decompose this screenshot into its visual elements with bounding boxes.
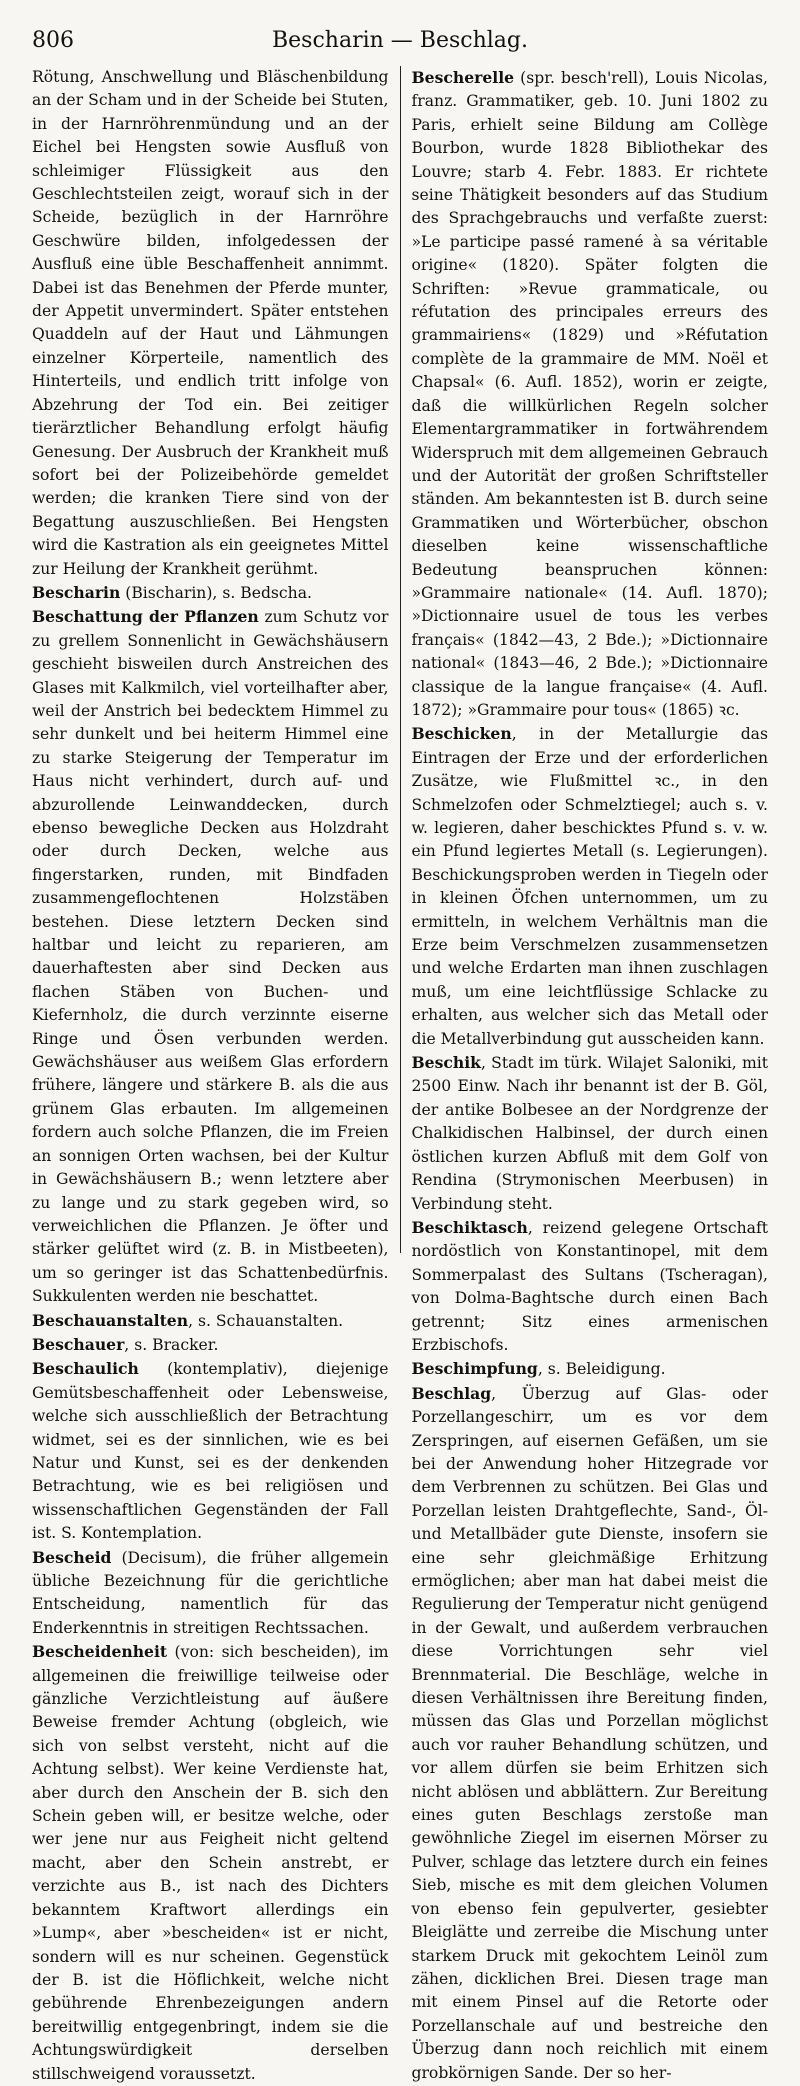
entry-text: , in der Metallurgie das Eintragen der Erze und der erforderlichen Zusätze, wie Flußmittel ꝛc., in den Schmelzofen oder Schmelztiegel; auch s. v. w. legieren, daher beschicktes Pfund s. v. w. ein Pfund legiertes Metall (s. Legierungen). Beschickungsproben werden in Tiegeln oder in kleinen Öfchen unternommen, um zu ermitteln, in welchem Verhältnis man die Erze beim Verschmelzen zusammensetzen und welche Erdarten man ihnen zuschlagen muß, um eine leichtflüssige Schlacke zu erhalten, aus welcher sich das Metall oder die Metallverbindung gut ausscheiden kann.	[411, 725, 768, 1048]
entry-text: (spr. besch'rell), Louis Nicolas, franz. Grammatiker, geb. 10. Juni 1802 zu Paris, erhielt seine Bildung am Collège Bourbon, wurde 1828 Bibliothekar des Louvre; starb 4. Febr. 1883. Er richtete seine Thätigkeit besonders auf das Studium des Sprachgebrauchs und verfaßte zuerst: »Le participe passé ramené à sa véritable origine« (1820). Später folgten die Schriften: »Revue grammaticale, ou réfutation des principales erreurs des grammairiens« (1829) und »Réfutation complète de la grammaire de MM. Noël et Chapsal« (6. Aufl. 1852), worin er zeigte, daß die willkürlichen Regeln solcher Elementargrammatiker in fortwährendem Widerspruch mit dem allgemeinen Gebrauch und der Autorität der großen Schriftsteller ständen. Am bekanntesten ist B. durch seine Grammatiken und Wörterbücher, obschon dieselben keine wissenschaftliche Bedeutung beanspruchen können: »Grammaire nationale« (14. Aufl. 1870); »Dictionnaire usuel de tous les verbes français« (1842—43, 2 Bde.); »Dictionnaire national« (1843—46, 2 Bde.); »Dictionnaire classique de la langue française« (4. Aufl. 1872); »Grammaire pour tous« (1865) ꝛc.	[411, 69, 768, 719]
entry-text: (Bischarin), s. Bedscha.	[120, 583, 312, 602]
entry-text: , reizend gelegene Ortschaft nordöstlich von Konstantinopel, mit dem Sommerpalast des Sultans (Tscheragan), von Dolma-Baghtsche durch einen Bach getrennt; Sitz eines armenischen Erzbischofs.	[411, 1218, 768, 1354]
entry-text: , s. Bracker.	[124, 1335, 219, 1354]
entry-headword: Beschaulich	[32, 1359, 139, 1379]
entry-headword: Beschauanstalten	[32, 1310, 189, 1330]
dictionary-entry	[32, 1357, 389, 1545]
dictionary-entry	[32, 1333, 389, 1357]
entry-headword: Beschiktasch	[411, 1217, 528, 1237]
dictionary-entry	[32, 1546, 389, 1641]
dictionary-entry	[412, 722, 769, 1051]
entry-text: (von: sich bescheiden), im allgemeinen die freiwillige teilweise oder gänzliche Verzichtleistung auf äußere Beweise fremder Achtung (obgleich, wie sich von selbst versteht, nicht auf die Achtung selbst). Wer keine Verdienste hat, aber durch den Anschein der B. sich den Schein geben will, er besitze welche, oder wer jene nur aus Feigheit nicht geltend macht, aber den Schein anstrebt, er verzichte aus B., ist nach des Dichters bekanntem Kraftwort allerdings ein »Lump«, aber »bescheiden« ist er nicht, sondern will es nur scheinen. Gegenstück der B. ist die Höflichkeit, welche nicht gebührende Ehrenbezeigungen andern bereitwillig entgegenbringt, indem sie die Achtungswürdigkeit derselben stillschweigend voraussetzt.	[32, 1643, 389, 2083]
dictionary-entry	[412, 1051, 769, 1216]
left-column	[32, 66, 389, 2083]
entry-text: , s. Beleidigung.	[537, 1360, 666, 1379]
entry-text: zum Schutz vor zu grellem Sonnenlicht in Gewächshäusern geschieht bisweilen durch Anstreichen des Glases mit Kalkmilch, viel vorteilhafter aber, weil der Anstrich bei bedecktem Himmel zu sehr dunkelt und bei heiterm Himmel eine zu starke Steigerung der Temperatur im Haus nicht verhindert, durch auf- und abzurollende Leinwanddecken, durch ebenso bewegliche Decken aus Holzdraht oder durch Decken, welche aus fingerstarken, runden, mit Bindfaden zusammengeflochtenen Holzstäben bestehen. Diese letztern Decken sind haltbar und leicht zu reparieren, am dauerhaftesten aber sind Decken aus flachen Stäben von Buchen- und Kiefernholz, die durch verzinnte eiserne Ringe und Ösen verbunden werden. Gewächshäuser aus weißem Glas erfordern frühere, längere und stärkere B. als die aus grünem Glas erbauten. Im allgemeinen fordern auch solche Pflanzen, die im Freien an sonnigen Orten wachsen, bei der Kultur in Gewächshäusern B.; wenn letztere aber zu lange und zu stark gegeben wird, so verweichlichen die Pflanzen. Je öfter und stärker gelüftet wird (z. B. in Mistbeeten), um so geringer ist das Schattenbedürfnis. Sukkulenten werden nie beschattet.	[32, 608, 389, 1306]
entry-text: (kontemplativ), diejenige Gemütsbeschaffenheit oder Lebensweise, welche sich ausschließlich der Betrachtung widmet, sei es der sinnlichen, wie es bei Natur und Kunst, sei es der denkenden Betrachtung, wie es bei religiösen und wissenschaftlichen Gegenständen der Fall ist. S. Kontemplation.	[32, 1360, 389, 1543]
dictionary-entry	[32, 1309, 389, 1333]
entry-text: , Überzug auf Glas- oder Porzellangeschirr, um es vor dem Zerspringen, auf eisernen Gefäßen, um sie bei der Anwendung hoher Hitzegrade vor dem Verbrennen zu schützen. Bei Glas und Porzellan leisten Drahtgeflechte, Sand-, Öl- und Metallbäder gute Dienste, insofern sie eine sehr gleichmäßige Erhitzung ermöglichen; aber man hat dabei meist die Regulierung der Temperatur nicht genügend in der Gewalt, und außerdem verbrauchen diese Vorrichtungen sehr viel Brennmaterial. Die Beschläge, welche in diesen Verhältnissen ihre Bereitung finden, müssen das Glas und Porzellan möglichst auch vor rauher Behandlung schützen, und vor allem dürfen sie beim Erhitzen sich nicht ablösen und abblättern. Zur Bereitung eines guten Beschlags zerstoße man gewöhnliche Ziegel im eisernen Mörser zu Pulver, schlage das letztere durch ein feines Sieb, mische es mit dem gleichen Volumen von ebenso fein gepulverter, gesiebter Bleiglätte und zerreibe die Mischung unter starkem Druck mit gekochtem Leinöl zum zähen, dicklichen Brei. Diesen trage man mit einem Pinsel auf die Retorte oder Porzellanschale auf und bestreiche den Überzug dann noch reichlich mit einem grobkörnigen Sande. Der so her-	[411, 1384, 768, 2082]
entry-text: Rötung, Anschwellung und Bläschenbildung an der Scham und in der Scheide bei Stuten, in der Harnröhrenmündung und an der Eichel bei Hengsten sowie Ausfluß von schleimiger Flüssigkeit aus den Geschlechtsteilen zeigt, worauf sich in der Scheide, bezüglich in der Harnröhre Geschwüre bilden, infolgedessen der Ausfluß eine üble Beschaffenheit annimmt. Dabei ist das Benehmen der Pferde munter, der Appetit unvermindert. Später entstehen Quaddeln auf der Haut und Lähmungen einzelner Körperteile, namentlich des Hinterteils, und endlich tritt infolge von Abzehrung der Tod ein. Bei zeitiger tierärztlicher Behandlung erfolgt häufig Genesung. Der Ausbruch der Krankheit muß sofort bei der Polizeibehörde gemeldet werden; die kranken Tiere sind von der Begattung auszuschließen. Bei Hengsten wird die Kastration als ein geeignetes Mittel zur Heilung der Krankheit gerühmt.	[32, 68, 389, 578]
running-title: Bescharin — Beschlag.	[272, 28, 528, 53]
dictionary-entry	[32, 66, 389, 581]
entry-headword: Beschik	[411, 1053, 481, 1073]
dictionary-entry	[32, 581, 389, 605]
right-column	[411, 66, 769, 2082]
text-columns	[32, 66, 768, 2083]
entry-headword: Bescharin	[32, 582, 121, 602]
dictionary-entry	[412, 1382, 769, 2085]
entry-headword: Beschauer	[32, 1334, 125, 1354]
entry-headword: Bescheidenheit	[32, 1642, 168, 1662]
entry-text: , s. Schauanstalten.	[188, 1311, 344, 1330]
entry-headword: Beschattung der Pflanzen	[32, 607, 259, 627]
dictionary-entry	[32, 1640, 389, 2086]
entry-headword: Bescherelle	[411, 68, 515, 87]
dictionary-entry	[412, 1216, 769, 1357]
entry-headword: Beschicken	[411, 724, 512, 744]
entry-text: , Stadt im türk. Wilajet Saloniki, mit 2500 Einw. Nach ihr benannt ist der B. Göl, der antike Bolbesee an der Nordgrenze der Chalkidischen Halbinsel, der durch einen östlichen kurzen Abfluß mit dem Golf von Rendina (Strymonischen Meerbusen) in Verbindung steht.	[411, 1054, 768, 1213]
entry-headword: Bescheid	[32, 1547, 112, 1567]
dictionary-entry	[32, 605, 389, 1308]
dictionary-entry	[412, 66, 769, 722]
page-header	[32, 28, 768, 62]
page-number: 806	[32, 28, 74, 53]
entry-headword: Beschimpfung	[411, 1359, 538, 1379]
column-divider	[400, 66, 401, 1253]
dictionary-entry	[412, 1357, 769, 1381]
entry-text: (Decisum), die früher allgemein übliche Bezeichnung für die gerichtliche Entscheidung, namentlich für das Enderkenntnis in streitigen Rechtssachen.	[32, 1548, 389, 1637]
entry-headword: Beschlag	[411, 1383, 492, 1403]
